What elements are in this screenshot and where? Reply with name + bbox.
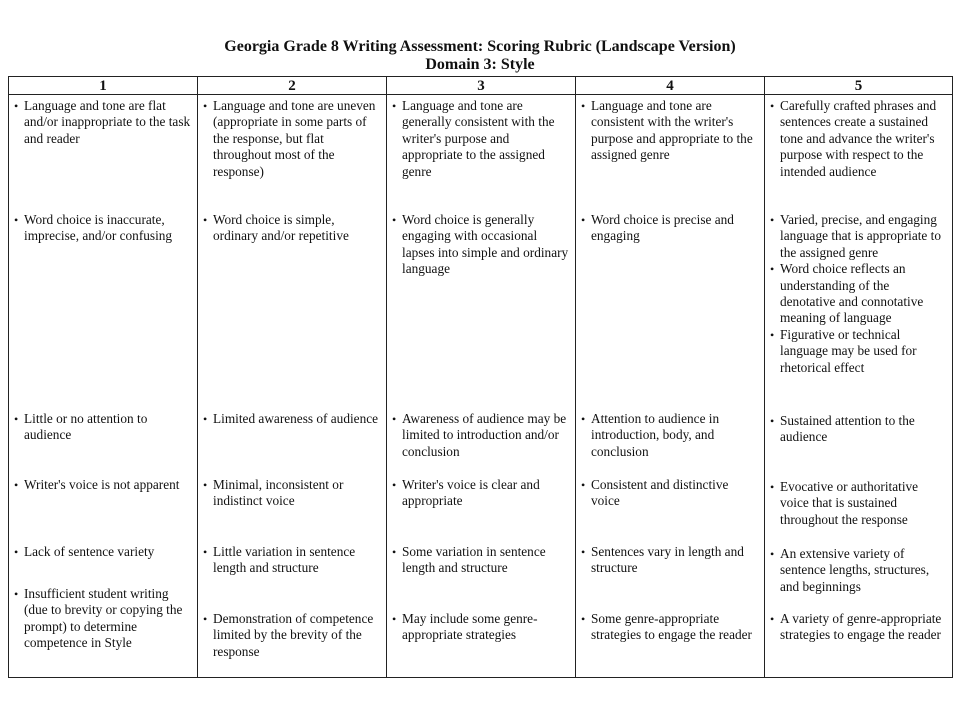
criterion-text: Language and tone are generally consistent with the writer's purpose and appropriate to the assigned genre: [402, 98, 555, 179]
criterion-block: [391, 477, 569, 510]
criterion-text: Language and tone are consistent with the writer's purpose and appropriate to the assigned genre: [591, 98, 753, 163]
criterion-text: Word choice is precise and engaging: [591, 212, 734, 244]
criterion-item: [769, 611, 946, 644]
criterion-block: [202, 611, 380, 660]
criterion-block: [769, 413, 946, 446]
bullet-icon: •: [770, 547, 775, 561]
criterion-item: [202, 477, 380, 510]
criterion-text: Word choice is simple, ordinary and/or repetitive: [213, 212, 349, 244]
criterion-item: [580, 212, 758, 245]
bullet-icon: •: [392, 99, 397, 113]
criterion-text: Figurative or technical language may be used for rhetorical effect: [780, 326, 917, 375]
criterion-text: Little variation in sentence length and structure: [213, 544, 356, 576]
criterion-block: [391, 98, 569, 180]
criterion-block: [13, 586, 191, 652]
criterion-text: Minimal, inconsistent or indistinct voice: [213, 477, 344, 509]
score-column-3: [387, 95, 576, 678]
score-header: 3: [387, 77, 576, 95]
criterion-item: [202, 411, 380, 427]
criterion-text: Demonstration of competence limited by the brevity of the response: [213, 611, 374, 659]
criterion-item: [13, 544, 191, 560]
criterion-text: Language and tone are uneven (appropriate in some parts of the response, but flat throughout most of the response): [213, 98, 376, 179]
criterion-item: [202, 212, 380, 245]
criterion-text: Carefully crafted phrases and sentences create a sustained tone and advance the writer's purpose with respect to the intended audience: [780, 98, 937, 179]
criterion-block: [202, 544, 380, 577]
criterion-item: [769, 413, 946, 446]
criterion-block: [391, 611, 569, 644]
bullet-icon: •: [14, 99, 19, 113]
bullet-icon: •: [581, 478, 586, 492]
score-column-2: [198, 95, 387, 678]
criterion-text: A variety of genre-appropriate strategies to engage the reader: [780, 611, 942, 643]
bullet-icon: •: [203, 99, 208, 113]
bullet-icon: •: [392, 213, 397, 227]
bullet-icon: •: [392, 545, 397, 559]
criterion-block: [13, 98, 191, 147]
bullet-icon: •: [392, 612, 397, 626]
criterion-item: [580, 98, 758, 164]
score-header: 2: [198, 77, 387, 95]
criterion-text: Language and tone are flat and/or inappropriate to the task and reader: [24, 98, 191, 146]
bullet-icon: •: [14, 412, 19, 426]
criterion-item: [391, 411, 569, 460]
criterion-item: [769, 479, 946, 528]
criterion-item: [13, 411, 191, 444]
criterion-block: [13, 212, 191, 245]
criterion-item: [580, 611, 758, 644]
criterion-block: [202, 477, 380, 510]
criterion-text: Varied, precise, and engaging language that is appropriate to the assigned genre: [780, 212, 941, 260]
score-header: 4: [576, 77, 765, 95]
bullet-icon: •: [581, 612, 586, 626]
criterion-block: [580, 477, 758, 510]
criterion-item: [580, 544, 758, 577]
criterion-text: Consistent and distinctive voice: [591, 477, 729, 509]
criterion-block: [769, 98, 946, 180]
criterion-item: [13, 477, 191, 493]
criterion-text: Writer's voice is not apparent: [24, 477, 180, 492]
criterion-text: Little or no attention to audience: [24, 411, 148, 443]
bullet-icon: •: [770, 99, 775, 113]
criteria-row: [9, 95, 953, 678]
criterion-block: [391, 212, 569, 278]
criterion-item: [202, 544, 380, 577]
criterion-block: [391, 411, 569, 460]
criterion-item: [391, 477, 569, 510]
score-header-row: [9, 77, 953, 95]
criterion-item: [391, 98, 569, 180]
title-line-1: Georgia Grade 8 Writing Assessment: Scoring Rubric (Landscape Version): [224, 38, 736, 55]
bullet-icon: •: [14, 478, 19, 492]
bullet-icon: •: [770, 213, 775, 227]
criterion-block: [202, 98, 380, 180]
criterion-text: Awareness of audience may be limited to introduction and/or conclusion: [402, 411, 567, 459]
criterion-item: [769, 327, 946, 376]
criterion-item: [13, 586, 191, 652]
score-column-5: [765, 95, 953, 678]
document-title: [0, 38, 960, 74]
bullet-icon: •: [770, 262, 775, 277]
criterion-text: Limited awareness of audience: [213, 411, 379, 426]
criterion-block: [391, 544, 569, 577]
criterion-item: [769, 212, 946, 261]
bullet-icon: •: [581, 99, 586, 113]
criterion-block: [769, 479, 946, 528]
criterion-item: [769, 98, 946, 180]
bullet-icon: •: [392, 412, 397, 426]
criterion-item: [202, 611, 380, 660]
bullet-icon: •: [770, 327, 775, 342]
criterion-block: [580, 611, 758, 644]
score-column-1: [9, 95, 198, 678]
bullet-icon: •: [581, 412, 586, 426]
criterion-block: [580, 411, 758, 460]
criterion-block: [580, 544, 758, 577]
bullet-icon: •: [14, 587, 19, 601]
criterion-item: [769, 261, 946, 327]
criterion-item: [202, 98, 380, 180]
criterion-text: Word choice is generally engaging with occasional lapses into simple and ordinary language: [402, 212, 569, 277]
bullet-icon: •: [203, 545, 208, 559]
bullet-icon: •: [203, 213, 208, 227]
criterion-text: Evocative or authoritative voice that is sustained throughout the response: [780, 479, 919, 527]
criterion-block: [769, 611, 946, 644]
criterion-item: [769, 546, 946, 595]
criterion-text: Sustained attention to the audience: [780, 413, 915, 445]
bullet-icon: •: [14, 545, 19, 559]
bullet-icon: •: [203, 478, 208, 492]
criterion-text: Some variation in sentence length and structure: [402, 544, 546, 576]
bullet-icon: •: [581, 545, 586, 559]
bullet-icon: •: [392, 478, 397, 492]
criterion-item: [13, 212, 191, 245]
criterion-item: [391, 611, 569, 644]
criterion-block: [13, 544, 191, 560]
criterion-block: [202, 411, 380, 427]
criterion-block: [769, 212, 946, 376]
bullet-icon: •: [581, 213, 586, 227]
criterion-item: [580, 411, 758, 460]
criterion-text: May include some genre-appropriate strategies: [402, 611, 538, 643]
score-column-4: [576, 95, 765, 678]
criterion-block: [202, 212, 380, 245]
bullet-icon: •: [770, 480, 775, 494]
criterion-block: [13, 477, 191, 493]
criterion-text: Lack of sentence variety: [24, 544, 155, 559]
criterion-item: [391, 544, 569, 577]
criterion-item: [391, 212, 569, 278]
score-header: 1: [9, 77, 198, 95]
criterion-block: [580, 98, 758, 164]
title-line-2: Domain 3: Style: [425, 56, 535, 73]
criterion-item: [580, 477, 758, 510]
criterion-text: Word choice is inaccurate, imprecise, and/or confusing: [24, 212, 173, 244]
bullet-icon: •: [203, 612, 208, 626]
criterion-text: Sentences vary in length and structure: [591, 544, 744, 576]
criterion-item: [13, 98, 191, 147]
bullet-icon: •: [770, 612, 775, 626]
bullet-icon: •: [203, 412, 208, 426]
bullet-icon: •: [770, 414, 775, 428]
criterion-text: Insufficient student writing (due to brevity or copying the prompt) to determine competence in Style: [24, 586, 183, 651]
criterion-text: An extensive variety of sentence lengths, structures, and beginnings: [780, 546, 930, 594]
criterion-text: Some genre-appropriate strategies to engage the reader: [591, 611, 752, 643]
criterion-block: [13, 411, 191, 444]
bullet-icon: •: [14, 213, 19, 227]
criterion-block: [580, 212, 758, 245]
criterion-block: [769, 546, 946, 595]
score-header: 5: [765, 77, 953, 95]
criterion-text: Attention to audience in introduction, body, and conclusion: [591, 411, 720, 459]
criterion-text: Writer's voice is clear and appropriate: [402, 477, 540, 509]
scoring-rubric-table: [8, 76, 953, 678]
criterion-text: Word choice reflects an understanding of the denotative and connotative meaning of language: [780, 261, 924, 326]
